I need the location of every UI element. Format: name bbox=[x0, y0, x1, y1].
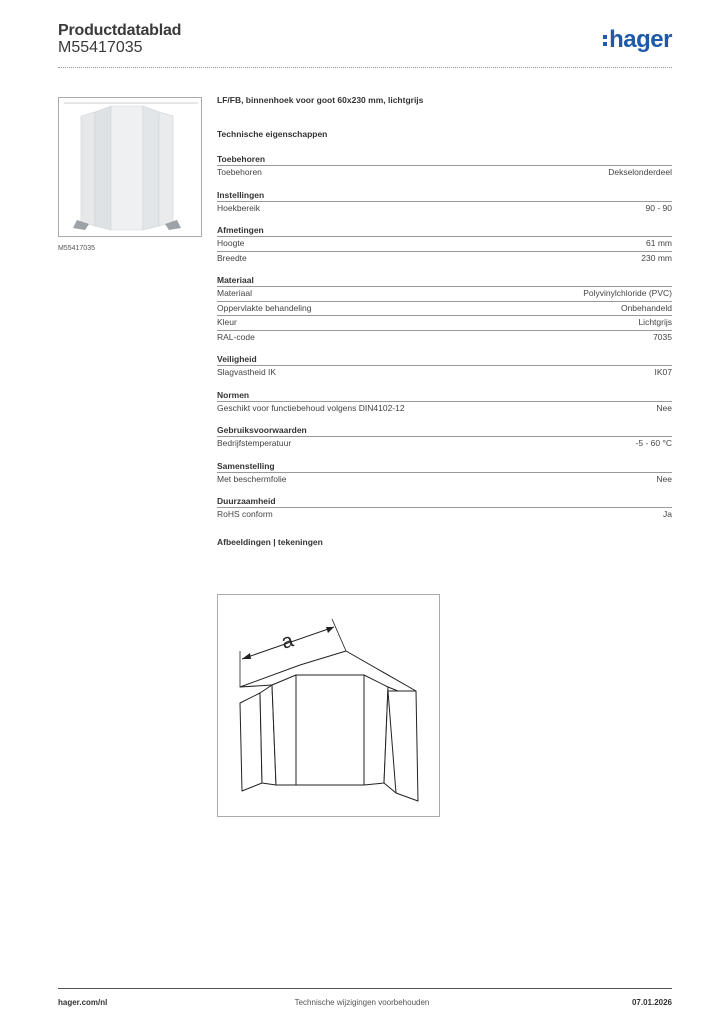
spec-value: 230 mm bbox=[641, 252, 672, 263]
product-code: M55417035 bbox=[58, 39, 143, 56]
logo-dots-icon bbox=[603, 35, 607, 46]
footer-divider bbox=[58, 988, 672, 989]
spec-label: RoHS conform bbox=[217, 509, 273, 519]
spec-value: Nee bbox=[656, 473, 672, 484]
section-title: Technische eigenschappen bbox=[217, 129, 328, 139]
group-heading: Veiligheid bbox=[217, 354, 257, 364]
spec-value: Nee bbox=[656, 402, 672, 413]
spec-label: Breedte bbox=[217, 252, 247, 263]
group-heading: Gebruiksvoorwaarden bbox=[217, 425, 307, 435]
spec-row bbox=[217, 301, 672, 316]
dimension-label: a bbox=[278, 629, 297, 654]
group-heading: Instellingen bbox=[217, 189, 265, 200]
product-image bbox=[58, 97, 202, 237]
spec-label: RAL-code bbox=[217, 331, 255, 342]
spec-value: IK07 bbox=[654, 367, 672, 377]
spec-label: Oppervlakte behandeling bbox=[217, 302, 312, 313]
corner-drawing-icon bbox=[218, 595, 441, 818]
spec-value: -5 - 60 °C bbox=[635, 438, 672, 448]
group-heading: Materiaal bbox=[217, 275, 254, 285]
technical-drawing bbox=[217, 594, 440, 817]
spec-row bbox=[217, 472, 672, 487]
spec-row bbox=[217, 286, 672, 301]
footer-date: 07.01.2026 bbox=[631, 998, 672, 1007]
spec-row bbox=[217, 330, 672, 345]
spec-label: Met beschermfolie bbox=[217, 473, 287, 484]
group-heading: Toebehoren bbox=[217, 154, 266, 164]
spec-value: Onbehandeld bbox=[620, 302, 672, 313]
spec-row bbox=[217, 315, 672, 330]
spec-row bbox=[217, 251, 672, 266]
spec-content bbox=[217, 95, 672, 547]
spec-row bbox=[217, 236, 672, 251]
product-photo-icon bbox=[59, 98, 202, 237]
hager-logo bbox=[603, 26, 672, 54]
spec-row bbox=[217, 365, 672, 380]
spec-row bbox=[217, 436, 672, 451]
drawings-heading: Afbeeldingen | tekeningen bbox=[217, 536, 323, 547]
footer-disclaimer: Technische wijzigingen voorbehouden bbox=[294, 998, 430, 1007]
spec-value: 7035 bbox=[653, 331, 672, 342]
product-title: LF/FB, binnenhoek voor goot 60x230 mm, lichtgrijs bbox=[217, 95, 424, 105]
spec-label: Hoekbereik bbox=[217, 202, 260, 213]
spec-value: 61 mm bbox=[646, 238, 672, 248]
logo-text: hager bbox=[609, 26, 672, 53]
spec-value: 90 - 90 bbox=[645, 202, 672, 213]
spec-label: Bedrijfstemperatuur bbox=[217, 438, 292, 448]
group-heading: Normen bbox=[217, 389, 250, 400]
spec-label: Hoogte bbox=[217, 238, 245, 248]
page-title: Productdatablad bbox=[58, 22, 182, 39]
footer-website-link[interactable]: hager.com/nl bbox=[58, 998, 108, 1007]
spec-row bbox=[217, 165, 672, 180]
spec-value: Ja bbox=[663, 509, 672, 519]
spec-row bbox=[217, 401, 672, 416]
spec-value: Polyvinylchloride (PVC) bbox=[583, 288, 672, 298]
spec-groups bbox=[217, 153, 672, 522]
spec-label: Kleur bbox=[217, 317, 237, 327]
spec-row bbox=[217, 507, 672, 522]
spec-label: Slagvastheid IK bbox=[217, 367, 277, 377]
spec-label: Geschikt voor functiebehoud volgens DIN4102-12 bbox=[217, 402, 405, 413]
spec-value: Lichtgrijs bbox=[638, 317, 672, 327]
group-heading: Afmetingen bbox=[217, 225, 264, 235]
spec-value: Dekselonderdeel bbox=[608, 167, 672, 177]
spec-row bbox=[217, 201, 672, 216]
spec-label: Toebehoren bbox=[217, 167, 262, 177]
group-heading: Duurzaamheid bbox=[217, 496, 276, 506]
spec-label: Materiaal bbox=[217, 288, 252, 298]
image-caption: M55417035 bbox=[58, 245, 95, 252]
group-heading: Samenstelling bbox=[217, 460, 275, 471]
header-divider bbox=[58, 67, 672, 68]
